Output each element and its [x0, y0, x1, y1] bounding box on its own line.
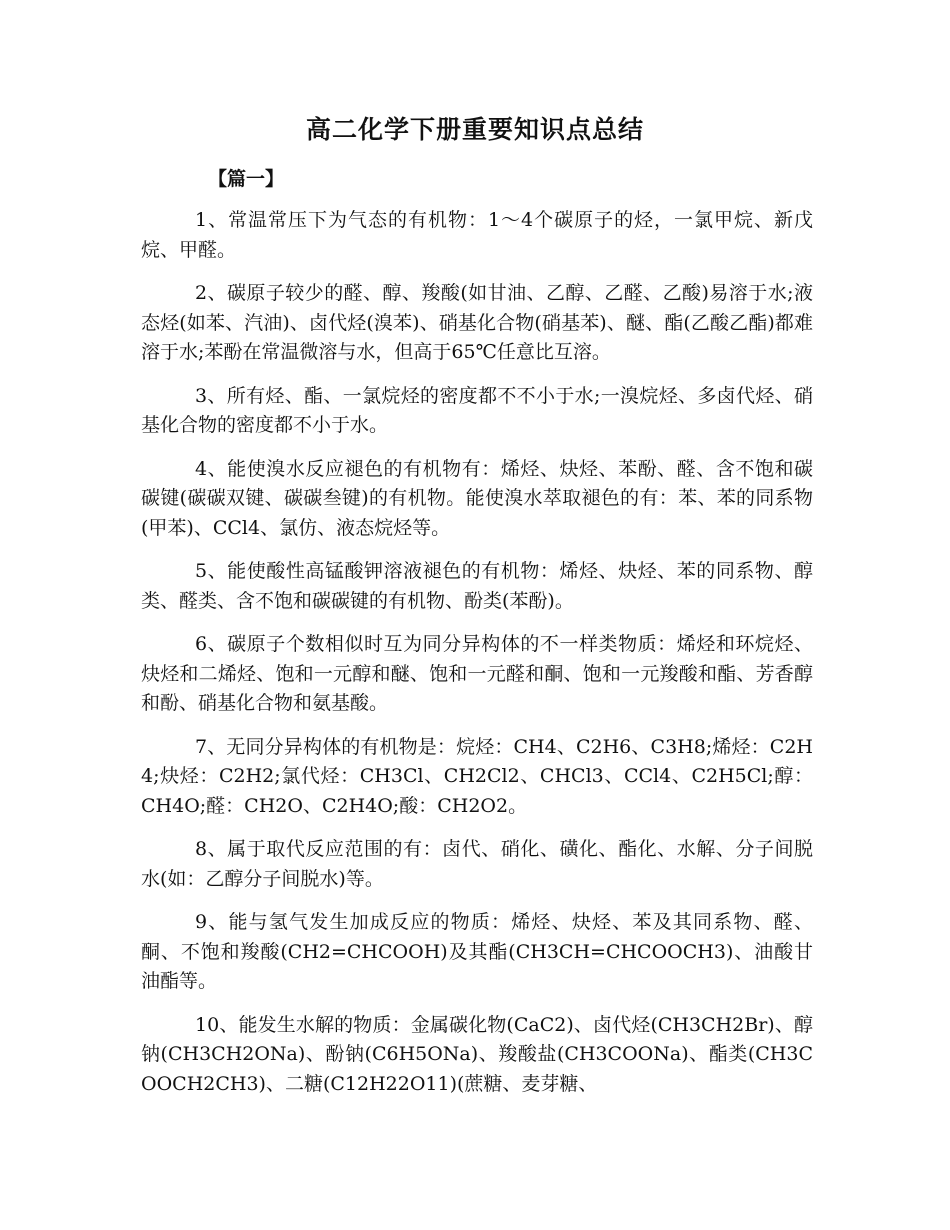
paragraph-1: 1、常温常压下为气态的有机物：1～4个碳原子的烃，一氯甲烷、新戊烷、甲醛。 — [141, 209, 813, 261]
paragraph-2: 2、碳原子较少的醛、醇、羧酸(如甘油、乙醇、乙醛、乙酸)易溶于水;液态烃(如苯、汽油)、卤代烃(溴苯)、硝基化合物(硝基苯)、醚、酯(乙酸乙酯)都难溶于水;苯酚在常温微溶与水，但高于65℃任意比互溶。 — [141, 282, 813, 363]
paragraph-9: 9、能与氢气发生加成反应的物质：烯烃、炔烃、苯及其同系物、醛、酮、不饱和羧酸(CH2=CHCOOH)及其酯(CH3CH=CHCOOCH3)、油酸甘油酯等。 — [141, 911, 813, 992]
paragraph-5: 5、能使酸性高锰酸钾溶液褪色的有机物：烯烃、炔烃、苯的同系物、醇类、醛类、含不饱和碳碳键的有机物、酚类(苯酚)。 — [141, 560, 813, 612]
paragraph-3: 3、所有烃、酯、一氯烷烃的密度都不不小于水;一溴烷烃、多卤代烃、硝基化合物的密度都不小于水。 — [141, 384, 813, 436]
paragraph-4: 4、能使溴水反应褪色的有机物有：烯烃、炔烃、苯酚、醛、含不饱和碳碳键(碳碳双键、碳碳叁键)的有机物。能使溴水萃取褪色的有：苯、苯的同系物(甲苯)、CCl4、氯仿、液态烷烃等。 — [141, 457, 813, 539]
paragraph-6: 6、碳原子个数相似时互为同分异构体的不一样类物质：烯烃和环烷烃、炔烃和二烯烃、饱和一元醇和醚、饱和一元醛和酮、饱和一元羧酸和酯、芳香醇和酚、硝基化合物和氨基酸。 — [141, 633, 813, 714]
document-title: 高二化学下册重要知识点总结 — [305, 115, 644, 144]
section-heading: 【篇一】 — [208, 168, 285, 190]
paragraph-10: 10、能发生水解的物质：金属碳化物(CaC2)、卤代烃(CH3CH2Br)、醇钠(CH3CH2ONa)、酚钠(C6H5ONa)、羧酸盐(CH3COONa)、酯类(CH3COOCH2CH3)、二糖(C12H22O11)(蔗糖、麦芽糖、 — [141, 1013, 813, 1095]
document-body — [141, 206, 813, 1113]
paragraph-8: 8、属于取代反应范围的有：卤代、硝化、磺化、酯化、水解、分子间脱水(如：乙醇分子间脱水)等。 — [141, 838, 813, 890]
paragraph-7: 7、无同分异构体的有机物是：烷烃：CH4、C2H6、C3H8;烯烃：C2H4;炔烃：C2H2;氯代烃：CH3Cl、CH2Cl2、CHCl3、CCl4、C2H5Cl;醇：CH4O;醛：CH2O、C2H4O;酸：CH2O2。 — [141, 735, 813, 817]
